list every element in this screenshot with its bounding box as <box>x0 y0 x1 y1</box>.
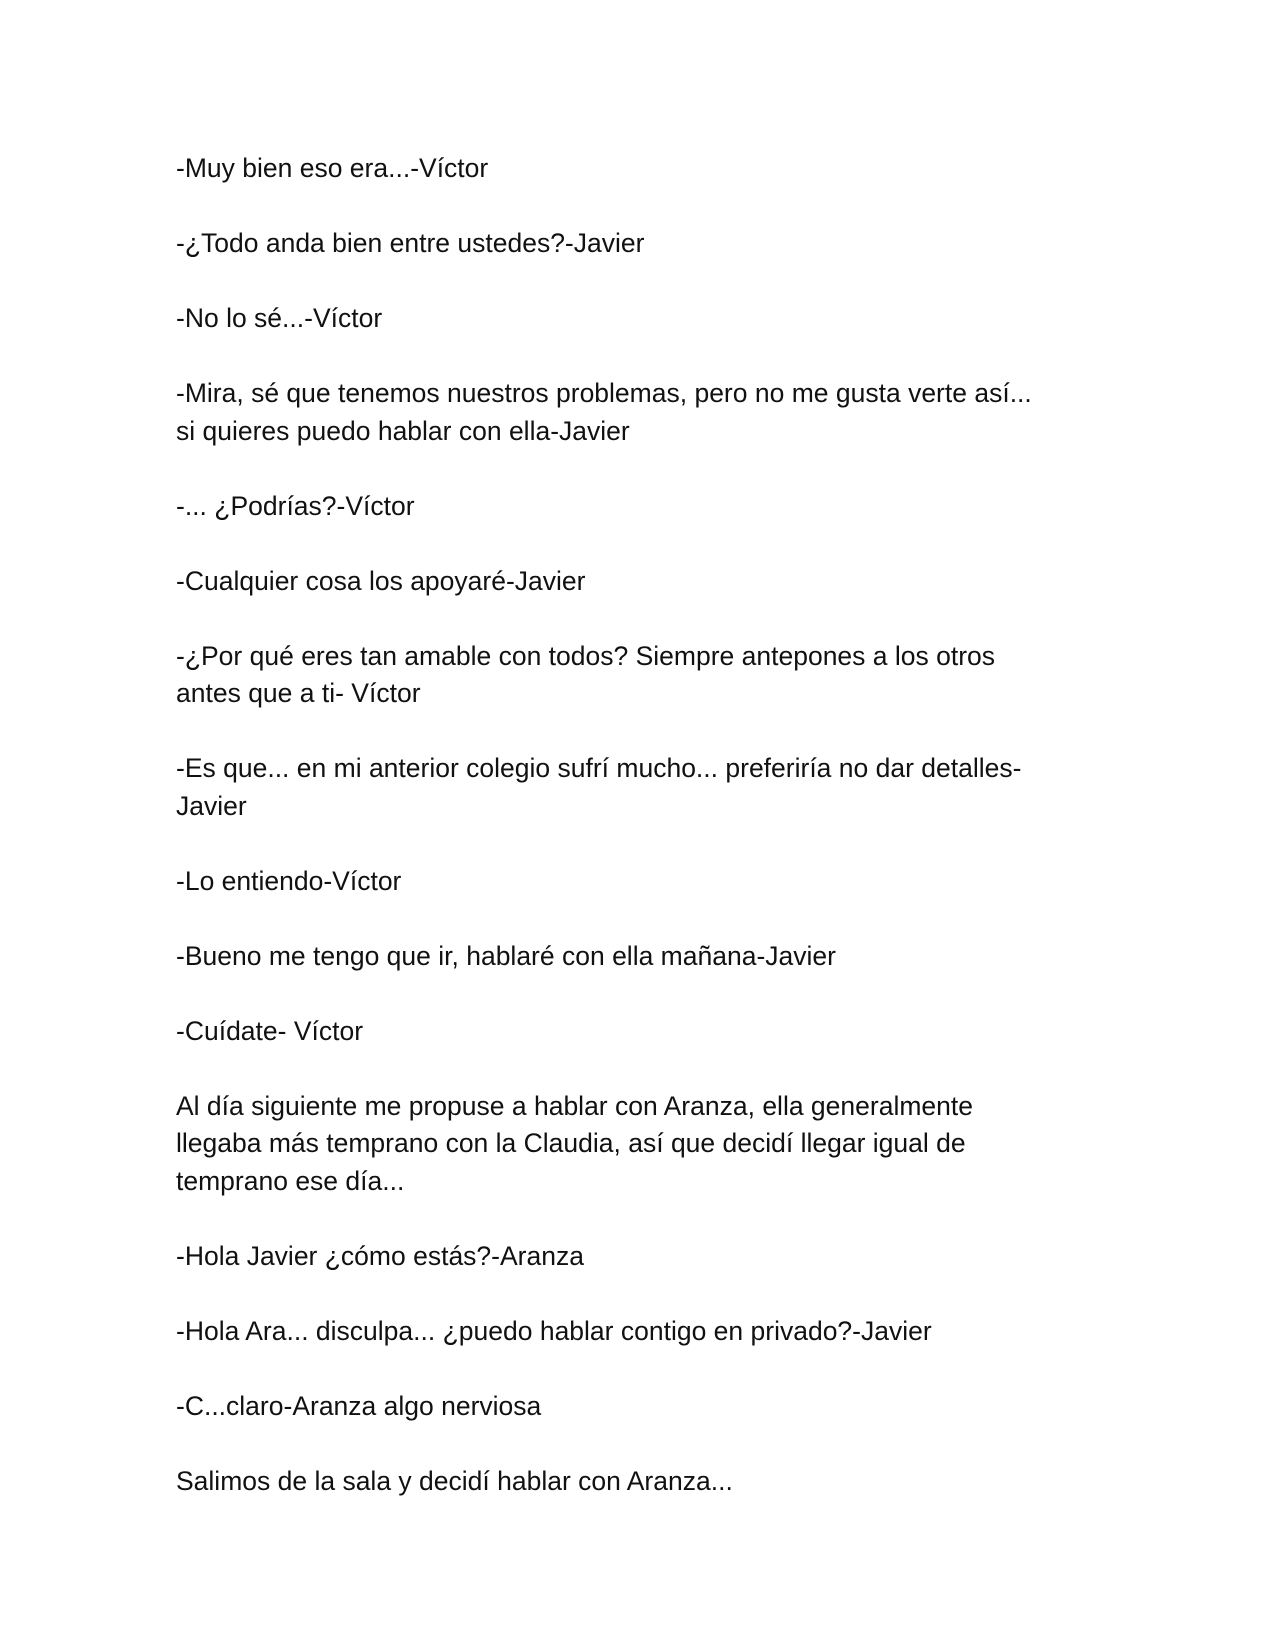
text-line: -¿Todo anda bien entre ustedes?-Javier <box>176 228 645 258</box>
text-line: -Mira, sé que tenemos nuestros problemas, pero no me gusta verte así... <box>176 378 1032 408</box>
text-line: Javier <box>176 790 247 821</box>
text-line: -Es que... en mi anterior colegio sufrí mucho... preferiría no dar detalles- <box>176 753 1022 783</box>
paragraph <box>176 863 1106 901</box>
paragraph <box>176 750 1106 825</box>
text-line: -... ¿Podrías?-Víctor <box>176 490 415 521</box>
text-line: -Hola Javier ¿cómo estás?-Aranza <box>176 1240 584 1271</box>
paragraph <box>176 488 1106 526</box>
text-line: si quieres puedo hablar con ella-Javier <box>176 415 630 446</box>
text-line: temprano ese día... <box>176 1165 405 1196</box>
text-line: llegaba más temprano con la Claudia, así que decidí llegar igual de <box>176 1128 966 1158</box>
document-body <box>176 150 1106 1538</box>
text-line: -C...claro-Aranza algo nerviosa <box>176 1390 542 1421</box>
text-line: -¿Por qué eres tan amable con todos? Siempre antepones a los otros <box>176 640 996 671</box>
paragraph <box>176 300 1106 338</box>
text-line: Salimos de la sala y decidí hablar con Aranza... <box>176 1465 733 1496</box>
text-line: -Muy bien eso era...-Víctor <box>176 153 489 183</box>
text-line: -Bueno me tengo que ir, hablaré con ella mañana-Javier <box>176 940 836 971</box>
paragraph <box>176 638 1106 713</box>
text-line: -No lo sé...-Víctor <box>176 303 383 333</box>
paragraph <box>176 1463 1106 1501</box>
text-line: -Hola Ara... disculpa... ¿puedo hablar contigo en privado?-Javier <box>176 1315 932 1346</box>
paragraph <box>176 225 1106 263</box>
paragraph <box>176 1313 1106 1351</box>
paragraph <box>176 1013 1106 1051</box>
text-line: -Cualquier cosa los apoyaré-Javier <box>176 565 586 596</box>
paragraph <box>176 150 1106 188</box>
text-line: antes que a ti- Víctor <box>176 678 421 708</box>
text-line: -Lo entiendo-Víctor <box>176 865 402 896</box>
paragraph <box>176 375 1106 450</box>
paragraph <box>176 563 1106 601</box>
text-line: Al día siguiente me propuse a hablar con Aranza, ella generalmente <box>176 1090 973 1121</box>
text-line: -Cuídate- Víctor <box>176 1015 364 1046</box>
paragraph <box>176 938 1106 976</box>
paragraph <box>176 1238 1106 1276</box>
paragraph <box>176 1088 1106 1201</box>
paragraph <box>176 1388 1106 1426</box>
